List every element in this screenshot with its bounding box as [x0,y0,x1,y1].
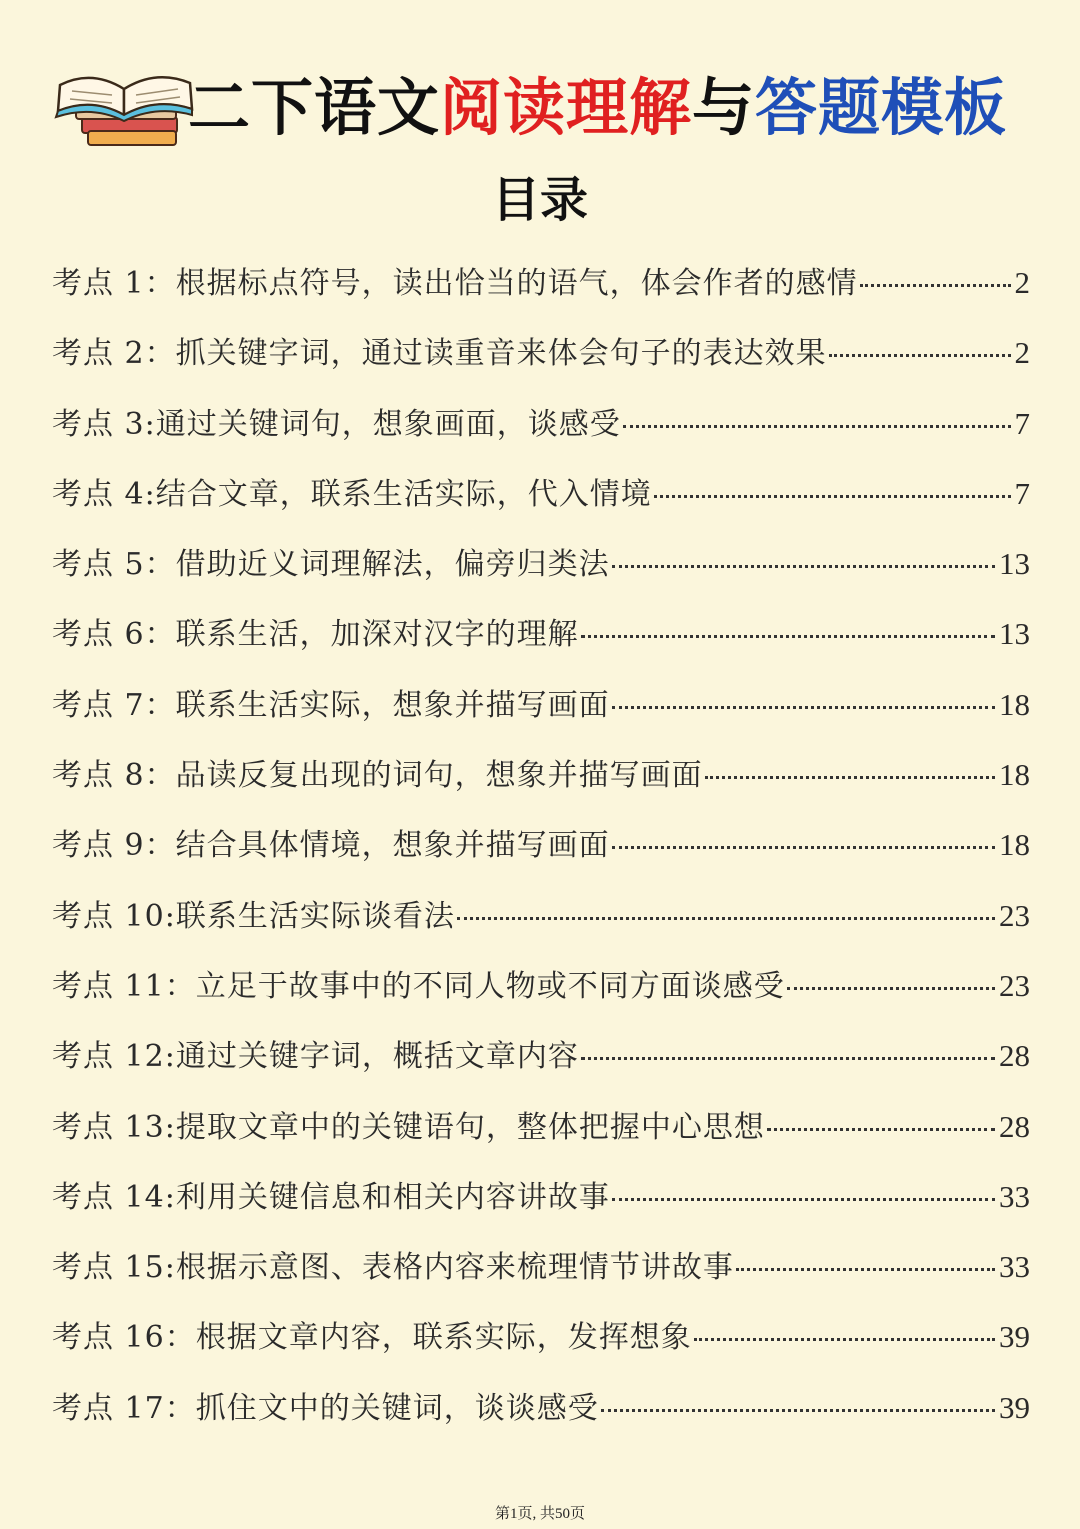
toc-entry-page-number: 23 [999,967,1030,1003]
toc-entry[interactable] [52,881,1030,951]
toc-entry-label: 考点 7：联系生活实际，想象并描写画面 [52,687,610,723]
toc-entry[interactable] [52,1232,1030,1302]
toc-entry-page-number: 39 [999,1319,1030,1355]
toc-entry-page-number: 2 [1014,335,1030,371]
toc-entry[interactable] [52,1021,1030,1091]
toc-entry-page-number: 13 [999,616,1030,652]
dot-leader [457,917,995,920]
toc-entry-page-number: 18 [999,686,1030,722]
toc-entry-page-number: 13 [999,546,1030,582]
toc-entry-label: 考点 10:联系生活实际谈看法 [52,898,455,934]
toc-entry[interactable] [52,1302,1030,1372]
toc-entry-label: 考点 4:结合文章，联系生活实际，代入情境 [52,476,652,512]
toc-entry[interactable] [52,810,1030,880]
dot-leader [860,284,1011,287]
toc-entry[interactable] [52,389,1030,459]
toc-entry-page-number: 39 [999,1389,1030,1425]
toc-entry-label: 考点 13:提取文章中的关键语句，整体把握中心思想 [52,1109,765,1145]
toc-entry-page-number: 33 [999,1249,1030,1285]
toc-entry-label: 考点 5：借助近义词理解法，偏旁归类法 [52,547,610,583]
toc-entry[interactable] [52,1162,1030,1232]
toc-entry-page-number: 28 [999,1038,1030,1074]
toc-entry[interactable] [52,459,1030,529]
dot-leader [581,1057,995,1060]
toc-entry-page-number: 18 [999,827,1030,863]
table-of-contents [52,248,1030,1443]
dot-leader [601,1409,995,1412]
toc-entry-label: 考点 16：根据文章内容，联系实际，发挥想象 [52,1320,692,1356]
title-part-1: 二下语文 [188,71,441,144]
toc-entry[interactable] [52,248,1030,318]
dot-leader [612,846,995,849]
open-book-icon [52,55,197,155]
toc-entry-page-number: 2 [1014,265,1030,300]
page-header [0,55,1080,165]
dot-leader [694,1338,995,1341]
toc-entry[interactable] [52,670,1030,740]
title-part-3: 与 [692,71,756,144]
toc-entry-label: 考点 1：根据标点符号，读出恰当的语气，体会作者的感情 [52,266,858,301]
dot-leader [767,1128,995,1131]
toc-entry-label: 考点 12:通过关键字词，概括文章内容 [52,1039,579,1075]
toc-entry[interactable] [52,951,1030,1021]
dot-leader [623,425,1011,428]
dot-leader [612,1198,995,1201]
toc-entry-page-number: 18 [999,757,1030,793]
dot-leader [705,776,995,779]
toc-entry-label: 考点 15:根据示意图、表格内容来梳理情节讲故事 [52,1250,734,1286]
toc-entry-page-number: 23 [999,897,1030,933]
dot-leader [787,987,995,990]
title-part-2: 阅读理解 [440,71,693,144]
title-part-4: 答题模板 [755,71,1008,144]
toc-entry[interactable] [52,529,1030,599]
toc-entry[interactable] [52,1373,1030,1443]
toc-heading: 目录 [491,172,588,228]
page-footer: 第1页, 共50页 [494,1506,585,1522]
toc-entry[interactable] [52,599,1030,669]
toc-entry-label: 考点 3:通过关键词句，想象画面，谈感受 [52,406,621,442]
toc-entry-label: 考点 9：结合具体情境，想象并描写画面 [52,828,610,864]
dot-leader [612,706,995,709]
toc-entry[interactable] [52,1092,1030,1162]
toc-entry-page-number: 7 [1014,475,1030,511]
toc-entry-label: 考点 8：品读反复出现的词句，想象并描写画面 [52,758,703,794]
dot-leader [581,635,995,638]
toc-entry[interactable] [52,740,1030,810]
toc-entry-label: 考点 2：抓关键字词，通过读重音来体会句子的表达效果 [52,336,827,372]
dot-leader [612,565,995,568]
toc-entry-page-number: 7 [1014,405,1030,441]
toc-entry-label: 考点 6：联系生活，加深对汉字的理解 [52,617,579,653]
page-title [188,63,1007,153]
toc-entry-page-number: 28 [999,1108,1030,1144]
dot-leader [736,1268,995,1271]
dot-leader [654,495,1011,498]
toc-entry-label: 考点 14:利用关键信息和相关内容讲故事 [52,1179,610,1215]
toc-entry-label: 考点 17：抓住文中的关键词，谈谈感受 [52,1390,599,1426]
toc-entry-label: 考点 11：立足于故事中的不同人物或不同方面谈感受 [52,968,785,1004]
toc-entry-page-number: 33 [999,1178,1030,1214]
toc-entry[interactable] [52,318,1030,388]
dot-leader [829,354,1011,357]
